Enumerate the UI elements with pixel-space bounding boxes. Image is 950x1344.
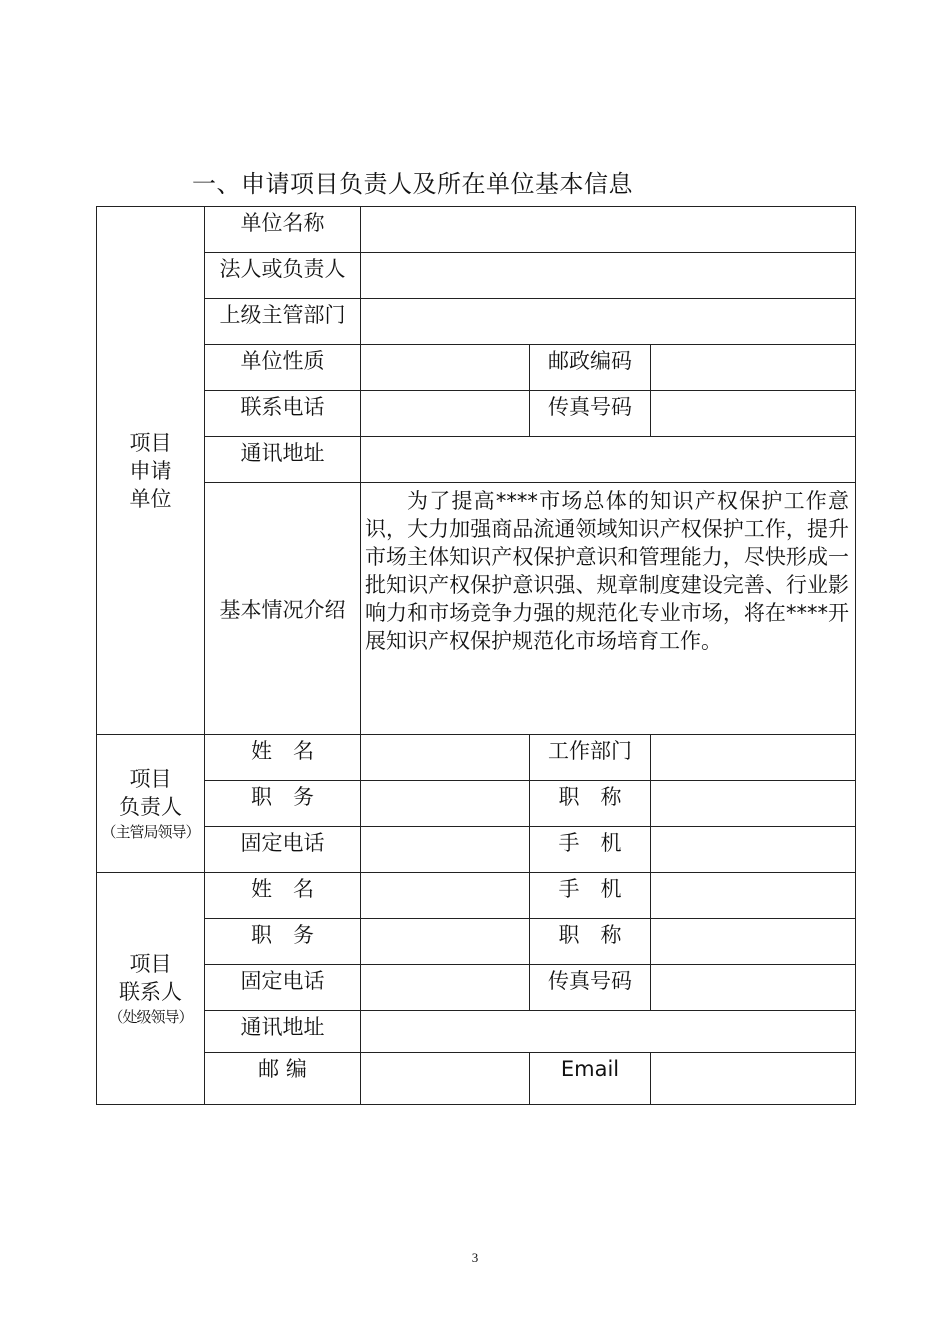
legal-person-field[interactable] [361,253,856,299]
contact-name-label: 姓 名 [205,873,361,919]
contact-post-label: 职 务 [205,919,361,965]
contact-title-field[interactable] [651,919,856,965]
leader-phone-label: 固定电话 [205,827,361,873]
row-legal [97,253,856,299]
unit-nature-field[interactable] [361,345,530,391]
contact-phone-field[interactable] [361,391,530,437]
leader-post-label: 职 务 [205,781,361,827]
group-leader-sub: （主管局领导） [101,822,200,841]
section-title: 一、申请项目负责人及所在单位基本信息 [192,170,633,198]
unit-nature-label: 单位性质 [205,345,361,391]
leader-dept-field[interactable] [651,735,856,781]
row-contact-phone [97,965,856,1011]
superior-dept-field[interactable] [361,299,856,345]
legal-person-label: 法人或负责人 [205,253,361,299]
group-contact-sub: （处级领导） [108,1007,193,1026]
postal-code-label: 邮政编码 [530,345,651,391]
contact-zip-field[interactable] [361,1053,530,1105]
fax-field[interactable] [651,391,856,437]
contact-zip-label: 邮 编 [205,1053,361,1105]
leader-mobile-label: 手 机 [530,827,651,873]
leader-mobile-field[interactable] [651,827,856,873]
group-contact-line-1: 项目 [129,951,172,976]
address-field[interactable] [361,437,856,483]
group-project-contact [97,873,205,1105]
row-leader-phone [97,827,856,873]
contact-phone-field[interactable] [361,965,530,1011]
contact-email-field[interactable] [651,1053,856,1105]
row-contact-name [97,873,856,919]
row-address [97,437,856,483]
fax-label: 传真号码 [530,391,651,437]
unit-name-label: 单位名称 [205,207,361,253]
group-project-leader [97,735,205,873]
leader-phone-field[interactable] [361,827,530,873]
leader-name-label: 姓 名 [205,735,361,781]
group-contact-line-2: 联系人 [119,979,182,1004]
leader-post-field[interactable] [361,781,530,827]
leader-name-field[interactable] [361,735,530,781]
group-applicant-line-3: 单位 [129,486,172,511]
row-unit-name [97,207,856,253]
row-intro [97,483,856,735]
group-applicant-line-1: 项目 [129,430,172,455]
row-leader-post [97,781,856,827]
intro-field[interactable] [361,483,856,735]
leader-title-label: 职 称 [530,781,651,827]
superior-dept-label: 上级主管部门 [205,299,361,345]
contact-fax-field[interactable] [651,965,856,1011]
contact-fax-label: 传真号码 [530,965,651,1011]
row-leader-name [97,735,856,781]
row-phone [97,391,856,437]
page-number: 3 [471,1250,479,1265]
basic-info-table [96,206,856,1105]
unit-name-field[interactable] [361,207,856,253]
contact-email-label: Email [530,1053,651,1105]
contact-address-label: 通讯地址 [205,1011,361,1053]
group-leader-line-1: 项目 [129,766,172,791]
leader-dept-label: 工作部门 [530,735,651,781]
contact-phone-label: 联系电话 [205,391,361,437]
contact-mobile-field[interactable] [651,873,856,919]
intro-text: 为了提高****市场总体的知识产权保护工作意识，大力加强商品流通领域知识产权保护工作，提升市场主体知识产权保护意识和管理能力，尽快形成一批知识产权保护意识强、规章制度建设完善、行业影响力和市场竞争力强的规范化专业市场，将在****开展知识产权保护规范化市场培育工作。 [365,489,850,653]
address-label: 通讯地址 [205,437,361,483]
contact-name-field[interactable] [361,873,530,919]
group-leader-line-2: 负责人 [119,794,182,819]
row-contact-zip [97,1053,856,1105]
contact-title-label: 职 称 [530,919,651,965]
row-superior [97,299,856,345]
group-applicant-unit [97,207,205,735]
postal-code-field[interactable] [651,345,856,391]
row-contact-address [97,1011,856,1053]
row-nature [97,345,856,391]
group-applicant-line-2: 申请 [129,458,172,483]
contact-phone-label: 固定电话 [205,965,361,1011]
leader-title-field[interactable] [651,781,856,827]
contact-post-field[interactable] [361,919,530,965]
contact-mobile-label: 手 机 [530,873,651,919]
intro-label: 基本情况介绍 [205,483,361,735]
contact-address-field[interactable] [361,1011,856,1053]
row-contact-post [97,919,856,965]
